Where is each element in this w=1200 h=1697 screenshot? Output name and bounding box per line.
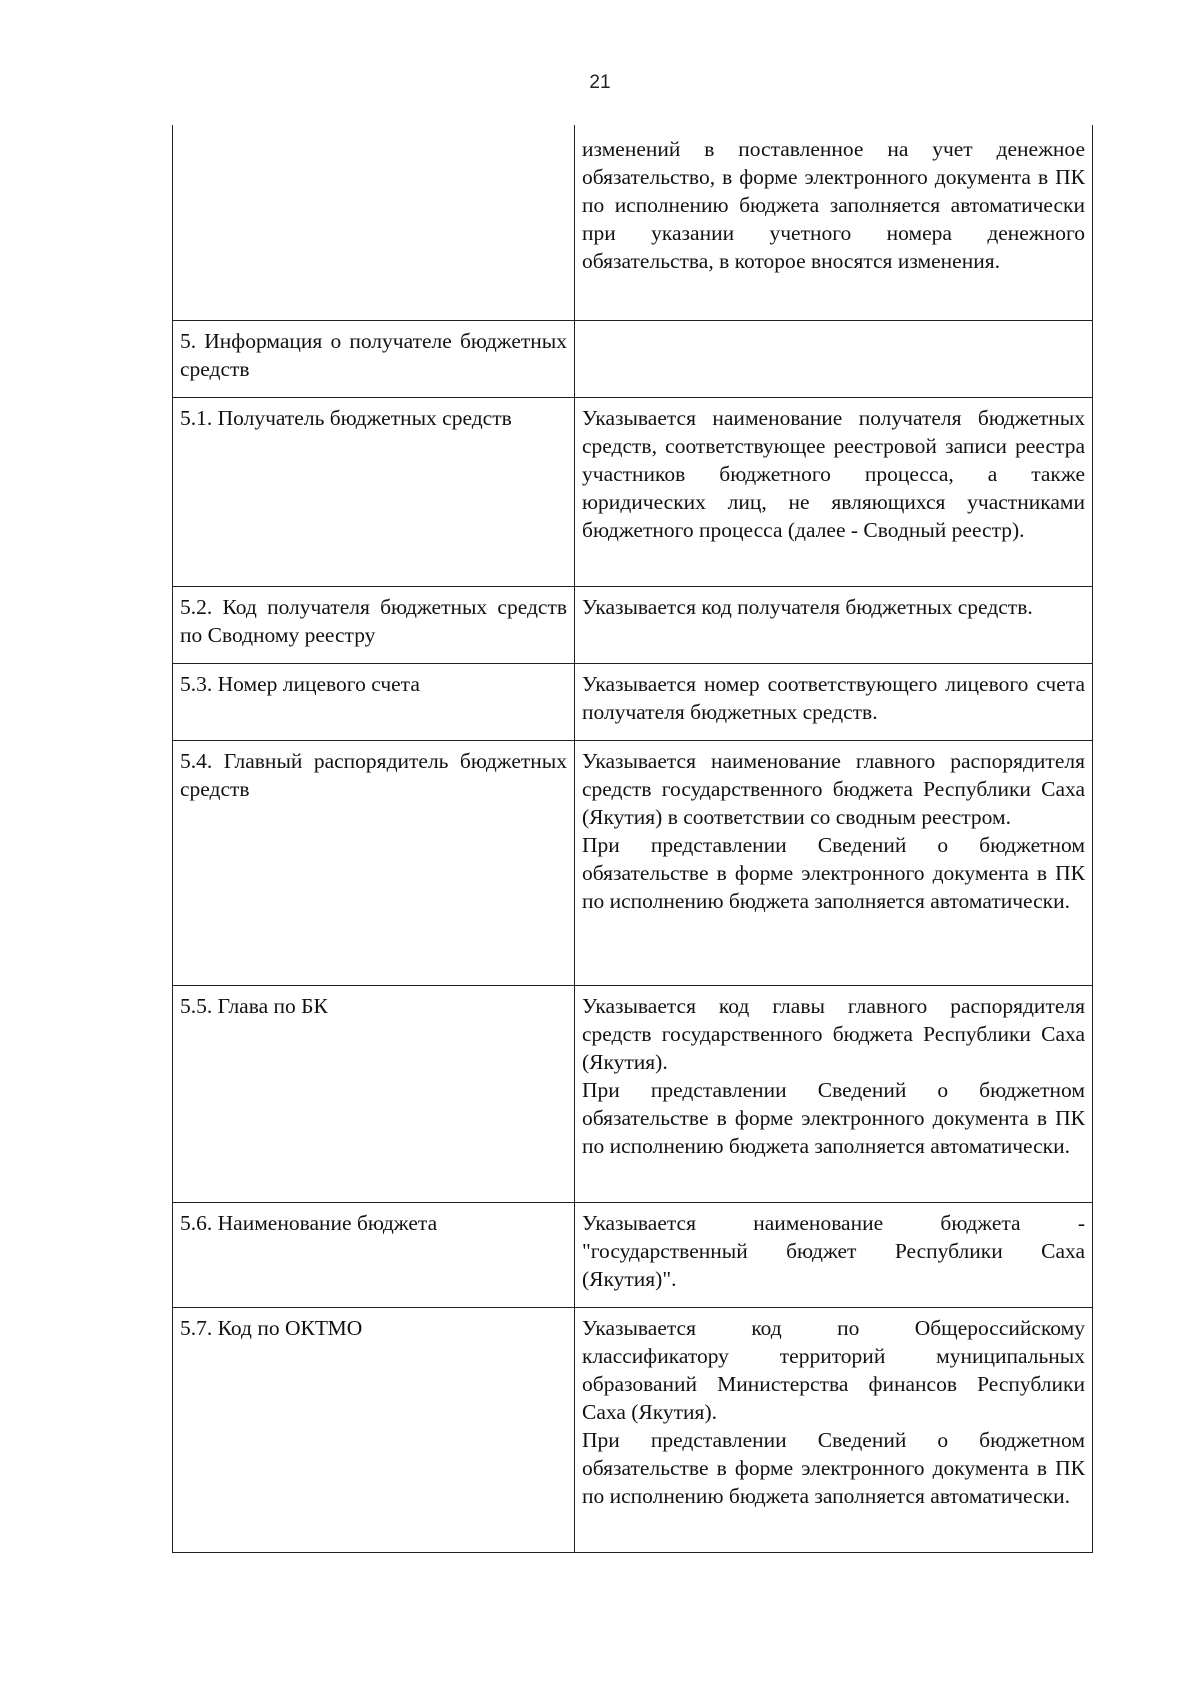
field-name-cell: 5.7. Код по ОКТМО (173, 1308, 575, 1553)
field-name-cell: 5.1. Получатель бюджетных средств (173, 398, 575, 587)
table-row (173, 321, 1093, 398)
field-description-cell (575, 125, 1093, 321)
description-paragraph: Указывается наименование получателя бюджетных средств, соответствующее реестровой записи реестра участников бюджетного процесса, а также юридических лиц, не являющихся участниками бюджетного процесса (далее - Сводный реестр). (582, 406, 1085, 542)
description-paragraph: При представлении Сведений о бюджетном обязательстве в форме электронного документа в ПК по исполнению бюджета заполняется автоматически. (582, 1428, 1085, 1508)
description-paragraph: При представлении Сведений о бюджетном обязательстве в форме электронного документа в ПК по исполнению бюджета заполняется автоматически. (582, 1078, 1085, 1158)
field-description-cell (575, 398, 1093, 587)
field-name-cell (173, 125, 575, 321)
field-description-cell (575, 741, 1093, 986)
field-name-cell: 5.5. Глава по БК (173, 986, 575, 1203)
description-paragraph: Указывается наименование бюджета - "государственный бюджет Республики Саха (Якутия)". (582, 1211, 1085, 1291)
table-row (173, 986, 1093, 1203)
table-row (173, 587, 1093, 664)
field-description-cell (575, 321, 1093, 398)
section-heading-cell: 5. Информация о получателе бюджетных средств (173, 321, 575, 398)
field-name-cell: 5.4. Главный распорядитель бюджетных средств (173, 741, 575, 986)
field-name-cell: 5.2. Код получателя бюджетных средств по Сводному реестру (173, 587, 575, 664)
field-description-cell (575, 986, 1093, 1203)
page-number: 21 (589, 72, 611, 93)
description-paragraph: Указывается код по Общероссийскому классификатору территорий муниципальных образований Министерства финансов Республики Саха (Якутия). (582, 1316, 1085, 1424)
table-row (173, 1308, 1093, 1553)
description-paragraph: Указывается код получателя бюджетных средств. (582, 595, 1033, 619)
field-description-cell (575, 1308, 1093, 1553)
table-row (173, 125, 1093, 321)
description-paragraph: Указывается код главы главного распорядителя средств государственного бюджета Республики Саха (Якутия). (582, 994, 1085, 1074)
description-paragraph: Указывается наименование главного распорядителя средств государственного бюджета Республики Саха (Якутия) в соответствии со сводным реестром. (582, 749, 1085, 829)
field-description-cell (575, 664, 1093, 741)
field-description-cell (575, 587, 1093, 664)
table-row (173, 664, 1093, 741)
description-paragraph: Указывается номер соответствующего лицевого счета получателя бюджетных средств. (582, 672, 1085, 724)
field-name-cell: 5.6. Наименование бюджета (173, 1203, 575, 1308)
table-row (173, 741, 1093, 986)
table-row (173, 398, 1093, 587)
description-paragraph: При представлении Сведений о бюджетном обязательстве в форме электронного документа в ПК по исполнению бюджета заполняется автоматически. (582, 833, 1085, 913)
fields-description-table (172, 125, 1093, 1553)
table-row (173, 1203, 1093, 1308)
field-description-cell (575, 1203, 1093, 1308)
field-name-cell: 5.3. Номер лицевого счета (173, 664, 575, 741)
description-paragraph: изменений в поставленное на учет денежное обязательство, в форме электронного документа в ПК по исполнению бюджета заполняется автоматически при указании учетного номера денежного обязательства, в которое вносятся изменения. (582, 137, 1085, 273)
